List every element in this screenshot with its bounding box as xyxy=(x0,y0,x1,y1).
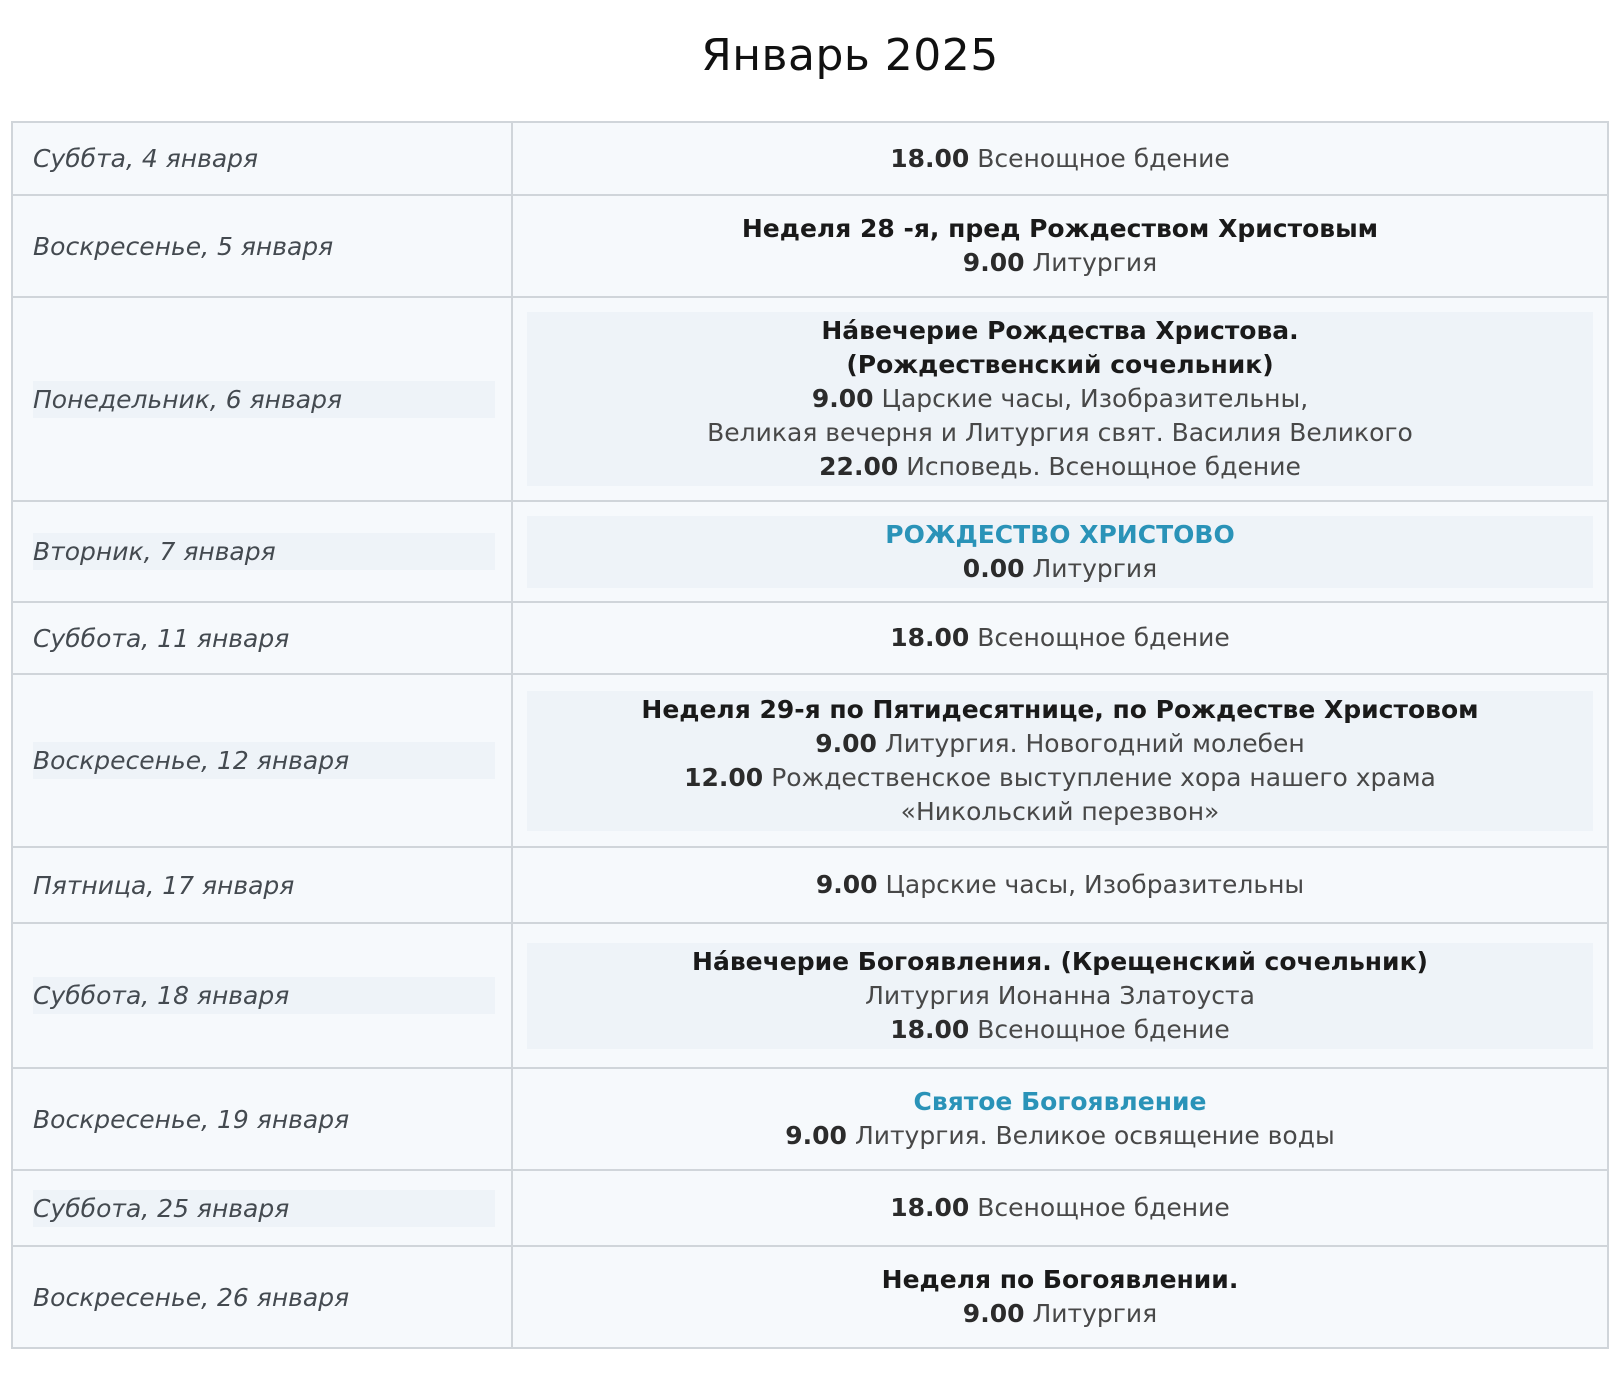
table-row xyxy=(12,923,1608,1068)
table-row xyxy=(12,602,1608,674)
service-text: Литургия. Великое освящение воды xyxy=(854,1121,1335,1150)
service-time: 9.00 xyxy=(815,870,878,899)
service-heading: Неделя 29-я по Пятидесятнице, по Рождестве Христовом xyxy=(641,694,1479,724)
feast-title: Святое Богоявление xyxy=(913,1087,1207,1116)
page-title: Январь 2025 xyxy=(701,30,999,81)
date-label: Воскресенье, 26 января xyxy=(33,1282,350,1312)
service-line xyxy=(527,416,1593,450)
service-heading: На́вечерие Рождества Христова. xyxy=(821,316,1299,345)
service-block xyxy=(527,516,1593,588)
service-block xyxy=(527,1261,1593,1333)
date-cell xyxy=(12,847,512,923)
service-cell xyxy=(512,602,1608,674)
date-cell xyxy=(12,674,512,847)
table-row xyxy=(12,297,1608,501)
date-label: Воскресенье, 12 января xyxy=(33,742,495,779)
service-time: 9.00 xyxy=(962,248,1025,277)
service-text: «Никольский перезвон» xyxy=(900,796,1220,826)
date-label: Суббота, 11 января xyxy=(33,623,290,653)
date-label: Суббота, 25 января xyxy=(33,1190,495,1227)
service-line xyxy=(527,1191,1593,1225)
service-block xyxy=(527,866,1593,904)
service-cell xyxy=(512,1246,1608,1348)
table-row xyxy=(12,847,1608,923)
service-time: 18.00 xyxy=(890,623,970,652)
service-text: Всенощное бдение xyxy=(977,143,1230,173)
date-cell xyxy=(12,297,512,501)
service-cell xyxy=(512,195,1608,297)
service-line xyxy=(527,142,1593,176)
service-text: Великая вечерня и Литургия свят. Василия Великого xyxy=(707,418,1413,447)
service-cell xyxy=(512,923,1608,1068)
service-line xyxy=(527,795,1593,829)
service-text: Литургия xyxy=(1032,248,1158,277)
service-heading: Неделя 28 -я, пред Рождеством Христовым xyxy=(741,214,1379,243)
table-row xyxy=(12,501,1608,602)
service-text: Литургия Ионанна Златоуста xyxy=(865,980,1255,1010)
service-block xyxy=(527,312,1593,486)
service-text: Всенощное бдение xyxy=(977,1014,1230,1044)
table-row xyxy=(12,195,1608,297)
date-cell xyxy=(12,195,512,297)
date-label: Воскресенье, 19 января xyxy=(33,1104,350,1134)
service-cell xyxy=(512,297,1608,501)
date-cell xyxy=(12,501,512,602)
service-line xyxy=(527,727,1593,761)
service-line xyxy=(527,868,1593,902)
table-row xyxy=(12,674,1608,847)
service-text: Литургия xyxy=(1032,1299,1158,1328)
service-time: 9.00 xyxy=(962,1299,1025,1328)
date-cell xyxy=(12,602,512,674)
service-line xyxy=(527,1297,1593,1331)
table-row xyxy=(12,1170,1608,1246)
service-block xyxy=(527,619,1593,657)
table-row xyxy=(12,122,1608,195)
service-text: Исповедь. Всенощное бдение xyxy=(906,452,1301,481)
service-time: 0.00 xyxy=(962,553,1025,583)
date-label: Воскресенье, 5 января xyxy=(33,231,334,261)
service-time: 9.00 xyxy=(811,384,874,413)
service-cell xyxy=(512,501,1608,602)
service-block xyxy=(527,691,1593,831)
service-line xyxy=(527,761,1593,795)
service-time: 18.00 xyxy=(890,1193,970,1222)
date-label: Вторник, 7 января xyxy=(33,533,495,570)
service-heading: Неделя по Богоявлении. xyxy=(881,1265,1239,1294)
schedule-table xyxy=(11,121,1609,1349)
date-cell xyxy=(12,122,512,195)
service-text: Литургия. Новогодний молебен xyxy=(884,728,1305,758)
service-cell xyxy=(512,1068,1608,1170)
service-line xyxy=(527,450,1593,484)
service-time: 12.00 xyxy=(684,762,764,792)
service-line xyxy=(527,246,1593,280)
service-time: 18.00 xyxy=(890,1014,970,1044)
service-time: 22.00 xyxy=(819,452,899,481)
service-block xyxy=(527,1189,1593,1227)
date-label: Суббта, 4 января xyxy=(33,144,259,173)
service-cell xyxy=(512,1170,1608,1246)
feast-title: РОЖДЕСТВО ХРИСТОВО xyxy=(885,519,1235,549)
table-row xyxy=(12,1068,1608,1170)
date-label: Понедельник, 6 января xyxy=(33,381,495,418)
service-block xyxy=(527,943,1593,1049)
service-text: Царские часы, Изобразительны, xyxy=(881,384,1309,413)
service-block xyxy=(527,1083,1593,1155)
service-block xyxy=(527,210,1593,282)
date-cell xyxy=(12,1170,512,1246)
service-time: 18.00 xyxy=(890,143,970,173)
service-subheading: (Рождественский сочельник) xyxy=(846,350,1274,379)
date-label: Пятница, 17 января xyxy=(33,870,295,900)
service-text: Всенощное бдение xyxy=(977,623,1230,652)
service-line xyxy=(527,979,1593,1013)
service-line xyxy=(527,1119,1593,1153)
service-text: Царские часы, Изобразительны xyxy=(885,870,1305,899)
service-cell xyxy=(512,122,1608,195)
date-cell xyxy=(12,1246,512,1348)
service-line xyxy=(527,1013,1593,1047)
service-cell xyxy=(512,674,1608,847)
date-label: Суббота, 18 января xyxy=(33,977,495,1014)
service-cell xyxy=(512,847,1608,923)
date-cell xyxy=(12,1068,512,1170)
service-block xyxy=(527,140,1593,178)
service-text: Рождественское выступление хора нашего храма xyxy=(771,762,1436,792)
table-row xyxy=(12,1246,1608,1348)
service-line xyxy=(527,552,1593,586)
service-line xyxy=(527,621,1593,655)
service-line xyxy=(527,382,1593,416)
date-cell xyxy=(12,923,512,1068)
service-heading: На́вечерие Богоявления. (Крещенский сочельник) xyxy=(692,946,1428,976)
service-text: Всенощное бдение xyxy=(977,1193,1230,1222)
service-time: 9.00 xyxy=(815,728,877,758)
service-time: 9.00 xyxy=(785,1121,847,1150)
service-text: Литургия xyxy=(1032,553,1158,583)
